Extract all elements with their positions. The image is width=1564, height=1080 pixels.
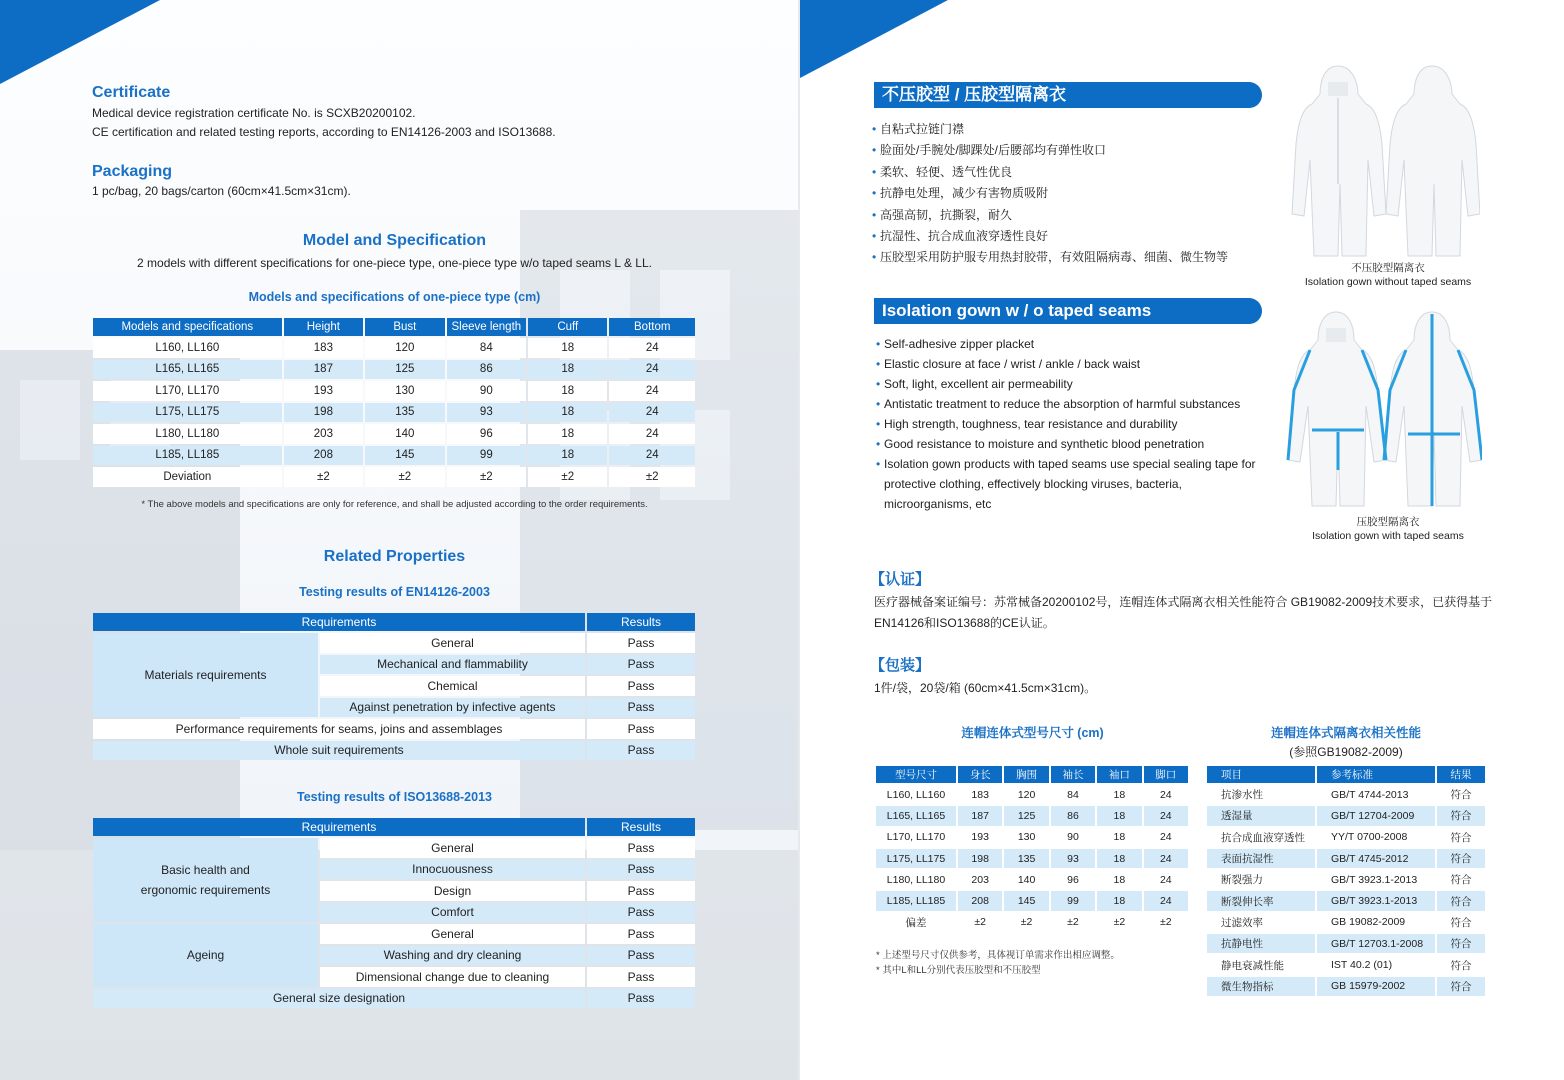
table-row xyxy=(1207,955,1485,974)
table-cell: 96 xyxy=(1051,870,1095,889)
table-cell: ±2 xyxy=(284,467,364,487)
table-cell: GB/T 3923.1-2013 xyxy=(1317,891,1435,910)
result-cell: Pass xyxy=(587,881,695,901)
cert-cn-line-1: 医疗器械备案证编号：苏常械备20200102号，连帽连体式隔离衣相关性能符合 GB19082-2009技术要求，已获得基于 xyxy=(874,595,1493,609)
size-table-title: 连帽连体式型号尺寸 (cm) xyxy=(961,726,1104,740)
list-item: • 脸面处/手腕处/脚踝处/后腰部均有弹性收口 xyxy=(872,140,1272,161)
table-cell: 208 xyxy=(958,891,1002,910)
table-cell: 140 xyxy=(1004,870,1048,889)
certificate-line-2: CE certification and related testing reports, according to EN14126-2003 and ISO13688. xyxy=(92,125,556,139)
packaging-title: Packaging xyxy=(92,163,173,180)
table-cell: ±2 xyxy=(1144,913,1188,932)
table-cell: 符合 xyxy=(1437,806,1485,825)
list-item: • High strength, toughness, tear resistance and durability xyxy=(876,414,1271,434)
col-header-height: Height xyxy=(284,318,364,336)
col-header-standard-cn: 参考标准 xyxy=(1317,766,1435,783)
table-row xyxy=(1207,934,1485,953)
banner-en: Isolation gown w / o taped seams xyxy=(874,298,1262,324)
result-cell: Pass xyxy=(587,719,695,739)
col-header-bottom: Bottom xyxy=(609,318,695,336)
perf-table-subtitle: (参照GB19082-2009) xyxy=(1289,745,1403,759)
gown-taped-image xyxy=(1286,310,1482,508)
list-item: • 抗静电处理，减少有害物质吸附 xyxy=(872,183,1272,204)
table-cell: 18 xyxy=(1097,785,1141,804)
table-cell: L180, LL180 xyxy=(876,870,956,889)
table-cell: 18 xyxy=(528,360,607,380)
result-cell: Pass xyxy=(587,676,695,696)
table-row xyxy=(876,828,1188,847)
related-properties-title: Related Properties xyxy=(323,548,466,565)
table-cell: Dimensional change due to cleaning xyxy=(320,967,585,987)
caption-untaped-en: Isolation gown without taped seams xyxy=(1304,276,1472,288)
table-cell: 120 xyxy=(1004,785,1048,804)
table-cell: Deviation xyxy=(93,467,282,487)
table-cell: General xyxy=(320,633,585,653)
col-header-bottom-cn: 脚口 xyxy=(1144,766,1188,783)
table-cell: 198 xyxy=(284,403,364,423)
table-cell: General xyxy=(320,838,585,858)
table-cell: GB/T 12703.1-2008 xyxy=(1317,934,1435,953)
table-row xyxy=(93,924,695,944)
table-cell: 99 xyxy=(447,446,527,466)
table-cell: 18 xyxy=(528,381,607,401)
table-cell: 145 xyxy=(365,446,444,466)
table-cell: 183 xyxy=(284,338,364,358)
table-cell: 135 xyxy=(365,403,444,423)
col-header-models: Models and specifications xyxy=(93,318,282,336)
table-cell: 18 xyxy=(1097,828,1141,847)
table-row xyxy=(876,870,1188,889)
table-cell: 187 xyxy=(958,806,1002,825)
table-cell: 96 xyxy=(447,424,527,444)
table-cell: ±2 xyxy=(1051,913,1095,932)
col-header-sleeve: Sleeve length xyxy=(447,318,527,336)
table-cell: IST 40.2 (01) xyxy=(1317,955,1435,974)
table-cell: 24 xyxy=(1144,806,1188,825)
list-item: • 抗湿性、抗合成血液穿透性良好 xyxy=(872,226,1272,247)
table-cell: ±2 xyxy=(365,467,444,487)
table-cell: 125 xyxy=(1004,806,1048,825)
table-cell: 表面抗湿性 xyxy=(1207,849,1315,868)
table-cell: GB/T 3923.1-2013 xyxy=(1317,870,1435,889)
group-materials: Materials requirements xyxy=(93,633,318,717)
iso13688-title: Testing results of ISO13688-2013 xyxy=(297,790,492,804)
table-row xyxy=(93,403,695,423)
table-cell: 18 xyxy=(528,446,607,466)
table-cell: L170, LL170 xyxy=(876,828,956,847)
list-item: • 柔软、轻便、透气性优良 xyxy=(872,162,1272,183)
table-cell: GB 15979-2002 xyxy=(1317,977,1435,996)
result-cell: Pass xyxy=(587,924,695,944)
table-cell: Mechanical and flammability xyxy=(320,655,585,675)
table-row xyxy=(876,785,1188,804)
table-cell: 86 xyxy=(1051,806,1095,825)
table-cell: 符合 xyxy=(1437,891,1485,910)
size-note-1: * 上述型号尺寸仅供参考，具体视订单需求作出相应调整。 xyxy=(876,950,1120,961)
table-cell: 符合 xyxy=(1437,913,1485,932)
table-cell: ±2 xyxy=(1097,913,1141,932)
col-header-bust-cn: 胸围 xyxy=(1004,766,1048,783)
table-cell: L165, LL165 xyxy=(93,360,282,380)
table-cell: 130 xyxy=(1004,828,1048,847)
col-header-results: Results xyxy=(587,613,695,631)
col-header-item-cn: 项目 xyxy=(1207,766,1315,783)
table-row xyxy=(93,719,695,739)
table-cell: 符合 xyxy=(1437,955,1485,974)
col-header-results: Results xyxy=(587,818,695,836)
pack-cn-title: 【包装】 xyxy=(870,657,931,674)
table-cell: L175, LL175 xyxy=(93,403,282,423)
table-cell: 抗渗水性 xyxy=(1207,785,1315,804)
table-cell: GB/T 4744-2013 xyxy=(1317,785,1435,804)
table-cell: 183 xyxy=(958,785,1002,804)
list-item: • 自粘式拉链门襟 xyxy=(872,119,1272,140)
list-item: • Self-adhesive zipper placket xyxy=(876,334,1271,354)
table-row xyxy=(1207,828,1485,847)
cert-cn-line-2: EN14126和ISO13688的CE认证。 xyxy=(874,616,1055,630)
table-cell: 24 xyxy=(1144,828,1188,847)
table-row xyxy=(876,913,1188,932)
table-row xyxy=(93,741,695,761)
result-cell: Pass xyxy=(587,903,695,923)
group-basic-health xyxy=(93,838,318,922)
table-cell: 187 xyxy=(284,360,364,380)
result-cell: Pass xyxy=(587,633,695,653)
table-row xyxy=(1207,977,1485,996)
table-cell: L185, LL185 xyxy=(93,446,282,466)
gown-untaped-image xyxy=(1290,64,1480,258)
table-cell: 135 xyxy=(1004,849,1048,868)
list-item: • 压胶型采用防护服专用热封胶带，有效阻隔病毒、细菌、微生物等 xyxy=(872,247,1272,268)
table-cell: 18 xyxy=(528,424,607,444)
table-cell: 24 xyxy=(609,424,695,444)
cert-cn-title: 【认证】 xyxy=(870,571,931,588)
table-cell: 微生物指标 xyxy=(1207,977,1315,996)
table-row xyxy=(1207,913,1485,932)
model-spec-note: * The above models and specifications are only for reference, and shall be adjusted according to the order requirements. xyxy=(141,499,648,510)
table-row xyxy=(876,806,1188,825)
list-item: • Good resistance to moisture and synthetic blood penetration xyxy=(876,434,1271,454)
table-row xyxy=(876,849,1188,868)
table-cell: 145 xyxy=(1004,891,1048,910)
caption-untaped-cn: 不压胶型隔离衣 xyxy=(1351,262,1425,274)
table-row xyxy=(93,381,695,401)
table-cell: Against penetration by infective agents xyxy=(320,698,585,718)
packaging-line-1: 1 pc/bag, 20 bags/carton (60cm×41.5cm×31cm). xyxy=(92,184,351,198)
table-cell: 203 xyxy=(284,424,364,444)
table-cell: 24 xyxy=(1144,870,1188,889)
table-row xyxy=(93,446,695,466)
table-cell: 18 xyxy=(528,403,607,423)
table-row xyxy=(1207,870,1485,889)
table-cell: L180, LL180 xyxy=(93,424,282,444)
table-cell: 140 xyxy=(365,424,444,444)
table-cell: GB 19082-2009 xyxy=(1317,913,1435,932)
col-header-requirements: Requirements xyxy=(93,613,585,631)
table-cell: 130 xyxy=(365,381,444,401)
table-cell: 符合 xyxy=(1437,828,1485,847)
col-header-height-cn: 身长 xyxy=(958,766,1002,783)
col-header-model-cn: 型号尺寸 xyxy=(876,766,956,783)
list-item: • Soft, light, excellent air permeability xyxy=(876,374,1271,394)
table-row xyxy=(93,360,695,380)
table-cell: 193 xyxy=(284,381,364,401)
table-cell: 断裂强力 xyxy=(1207,870,1315,889)
table-row xyxy=(1207,849,1485,868)
table-cell: ±2 xyxy=(1004,913,1048,932)
table-cell: 24 xyxy=(609,446,695,466)
table-cell: 24 xyxy=(609,381,695,401)
col-header-bust: Bust xyxy=(365,318,444,336)
table-cell: Performance requirements for seams, joins and assemblages xyxy=(93,719,585,739)
table-row xyxy=(1207,806,1485,825)
caption-taped xyxy=(1288,515,1488,543)
table-row xyxy=(876,891,1188,910)
perf-table-title: 连帽连体式隔离衣相关性能 xyxy=(1270,726,1421,740)
table-row xyxy=(93,989,695,1009)
table-cell: 符合 xyxy=(1437,934,1485,953)
table-cell: 99 xyxy=(1051,891,1095,910)
table-cell: ±2 xyxy=(528,467,607,487)
banner-cn: 不压胶型 / 压胶型隔离衣 xyxy=(874,82,1262,108)
table-cell: General size designation xyxy=(93,989,585,1009)
size-note-2: * 其中L和LL分别代表压胶型和不压胶型 xyxy=(876,965,1041,976)
result-cell: Pass xyxy=(587,655,695,675)
model-spec-subtitle: 2 models with different specifications for one-piece type, one-piece type w/o taped seams L & LL. xyxy=(137,256,652,270)
table-cell: 24 xyxy=(609,338,695,358)
list-item: • Elastic closure at face / wrist / ankle / back waist xyxy=(876,354,1271,374)
table-cell: Innocuousness xyxy=(320,860,585,880)
table-row xyxy=(93,838,695,858)
table-cell: YY/T 0700-2008 xyxy=(1317,828,1435,847)
table-cell: 抗合成血液穿透性 xyxy=(1207,828,1315,847)
table-cell: 18 xyxy=(1097,870,1141,889)
table-cell: 符合 xyxy=(1437,785,1485,804)
table-cell: Chemical xyxy=(320,676,585,696)
table-cell: 抗静电性 xyxy=(1207,934,1315,953)
group-basic-health-line-2: ergonomic requirements xyxy=(140,883,271,897)
table-row xyxy=(93,633,695,653)
table-cell: 24 xyxy=(609,360,695,380)
table-cell: L175, LL175 xyxy=(876,849,956,868)
table-cell: 203 xyxy=(958,870,1002,889)
result-cell: Pass xyxy=(587,698,695,718)
table-cell: 86 xyxy=(447,360,527,380)
table-cell: 90 xyxy=(1051,828,1095,847)
table-cell: 静电衰减性能 xyxy=(1207,955,1315,974)
list-item: • Isolation gown products with taped seams use special sealing tape for protective clothing, effectively blocking viruses, bacteria, microorganisms, etc xyxy=(876,454,1271,514)
perf-table xyxy=(1205,764,1487,998)
en-feature-list xyxy=(876,334,1271,514)
table-cell: GB/T 4745-2012 xyxy=(1317,849,1435,868)
table-row xyxy=(93,338,695,358)
caption-taped-en: Isolation gown with taped seams xyxy=(1312,530,1464,542)
en14126-table xyxy=(91,611,697,762)
table-cell: 93 xyxy=(1051,849,1095,868)
table-cell: 24 xyxy=(1144,891,1188,910)
result-cell: Pass xyxy=(587,989,695,1009)
group-basic-health-line-1: Basic health and xyxy=(161,863,250,877)
en14126-title: Testing results of EN14126-2003 xyxy=(299,585,490,599)
col-header-sleeve-cn: 袖长 xyxy=(1051,766,1095,783)
table-cell: ±2 xyxy=(958,913,1002,932)
table-cell: Design xyxy=(320,881,585,901)
table-cell: Comfort xyxy=(320,903,585,923)
table-cell: ±2 xyxy=(447,467,527,487)
table-cell: 24 xyxy=(1144,785,1188,804)
table-row xyxy=(93,467,695,487)
result-cell: Pass xyxy=(587,741,695,761)
table-cell: 透湿量 xyxy=(1207,806,1315,825)
table-cell: Washing and dry cleaning xyxy=(320,946,585,966)
table-cell: 84 xyxy=(1051,785,1095,804)
table-cell: 18 xyxy=(1097,849,1141,868)
table-cell: GB/T 12704-2009 xyxy=(1317,806,1435,825)
table-cell: 18 xyxy=(528,338,607,358)
table-cell: 93 xyxy=(447,403,527,423)
model-spec-table-title: Models and specifications of one-piece type (cm) xyxy=(248,290,541,304)
result-cell: Pass xyxy=(587,838,695,858)
table-row xyxy=(93,424,695,444)
table-cell: 符合 xyxy=(1437,870,1485,889)
table-cell: 24 xyxy=(609,403,695,423)
list-item: • Antistatic treatment to reduce the absorption of harmful substances xyxy=(876,394,1271,414)
size-table xyxy=(874,764,1190,934)
certificate-line-1: Medical device registration certificate No. is SCXB20200102. xyxy=(92,106,416,120)
result-cell: Pass xyxy=(587,946,695,966)
col-header-cuff-cn: 袖口 xyxy=(1097,766,1141,783)
model-spec-table xyxy=(91,316,697,489)
cn-feature-list xyxy=(872,119,1272,269)
caption-untaped xyxy=(1288,261,1488,289)
caption-taped-cn: 压胶型隔离衣 xyxy=(1356,516,1420,528)
table-cell: 120 xyxy=(365,338,444,358)
table-cell: 符合 xyxy=(1437,977,1485,996)
list-item: • 高强高韧，抗撕裂，耐久 xyxy=(872,205,1272,226)
pack-cn-line-1: 1件/袋，20袋/箱 (60cm×41.5cm×31cm)。 xyxy=(874,681,1097,695)
table-cell: L165, LL165 xyxy=(876,806,956,825)
table-cell: 偏差 xyxy=(876,913,956,932)
table-cell: 90 xyxy=(447,381,527,401)
result-cell: Pass xyxy=(587,860,695,880)
col-header-cuff: Cuff xyxy=(528,318,607,336)
table-cell: Whole suit requirements xyxy=(93,741,585,761)
table-cell: 18 xyxy=(1097,891,1141,910)
col-header-result-cn: 结果 xyxy=(1437,766,1485,783)
table-cell: L170, LL170 xyxy=(93,381,282,401)
table-cell: 24 xyxy=(1144,849,1188,868)
table-cell: ±2 xyxy=(609,467,695,487)
table-cell: 193 xyxy=(958,828,1002,847)
table-cell: 125 xyxy=(365,360,444,380)
certificate-title: Certificate xyxy=(92,84,171,101)
table-row xyxy=(1207,891,1485,910)
table-cell: L160, LL160 xyxy=(93,338,282,358)
group-ageing: Ageing xyxy=(93,924,318,987)
table-cell: 断裂伸长率 xyxy=(1207,891,1315,910)
table-cell: 18 xyxy=(1097,806,1141,825)
table-row xyxy=(1207,785,1485,804)
model-spec-title: Model and Specification xyxy=(302,232,487,249)
table-cell: L160, LL160 xyxy=(876,785,956,804)
right-corner-decoration xyxy=(800,0,948,78)
table-cell: L185, LL185 xyxy=(876,891,956,910)
table-cell: 符合 xyxy=(1437,849,1485,868)
iso13688-table xyxy=(91,816,697,1010)
left-corner-decoration xyxy=(0,0,160,84)
table-cell: 198 xyxy=(958,849,1002,868)
col-header-requirements: Requirements xyxy=(93,818,585,836)
table-cell: General xyxy=(320,924,585,944)
table-cell: 208 xyxy=(284,446,364,466)
table-cell: 过滤效率 xyxy=(1207,913,1315,932)
table-cell: 84 xyxy=(447,338,527,358)
result-cell: Pass xyxy=(587,967,695,987)
